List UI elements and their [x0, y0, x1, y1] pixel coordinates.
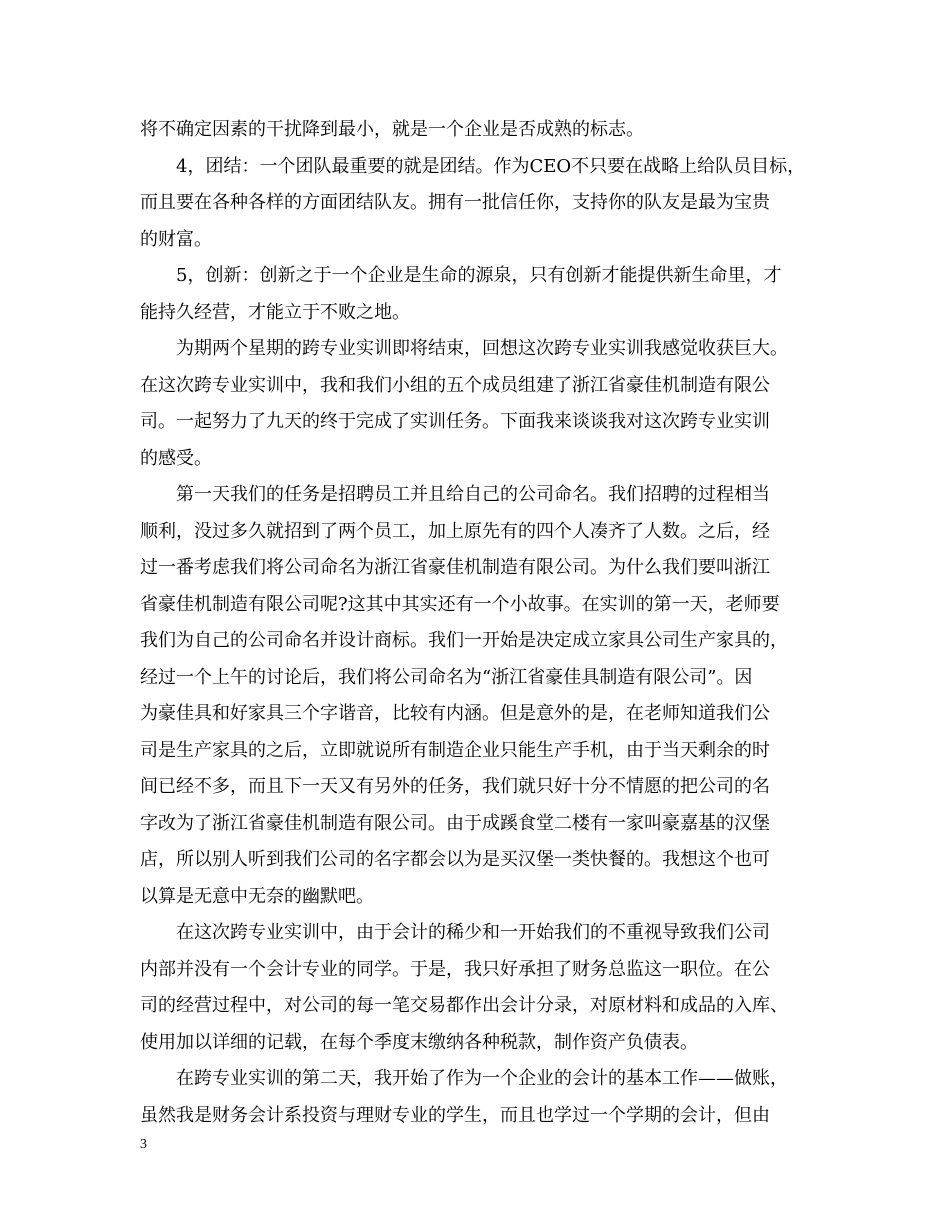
text-line: 5，创新：创新之于一个企业是生命的源泉，只有创新才能提供新生命里，才: [176, 265, 782, 286]
text-line: 能持久经营，才能立于不败之地。: [140, 301, 410, 323]
text-line: 司是生产家具的之后，立即就说所有制造企业只能生产手机，由于当天剩余的时: [140, 739, 770, 761]
text-line: 在这次跨专业实训中，我和我们小组的五个成员组建了浙江省豪佳机制造有限公: [140, 374, 770, 396]
text-line: 为期两个星期的跨专业实训即将结束，回想这次跨专业实训我感觉收获巨大。: [176, 338, 788, 359]
text-line: 店，所以别人听到我们公司的名字都会以为是买汉堡一类快餐的。我想这个也可: [140, 849, 770, 870]
text-line: 我们为自己的公司命名并设计商标。我们一开始是决定成立家具公司生产家具的，: [140, 630, 788, 651]
text-line: 的感受。: [140, 447, 212, 469]
text-line: 在跨专业实训的第二天，我开始了作为一个企业的会计的基本工作——做账，: [176, 1068, 788, 1089]
text-line: 字改为了浙江省豪佳机制造有限公司。由于成蹊食堂二楼有一家叫豪嘉基的汉堡: [140, 812, 770, 834]
text-line: 使用加以详细的记载，在每个季度末缴纳各种税款，制作资产负债表。: [140, 1031, 698, 1053]
text-line: 的财富。: [140, 228, 212, 250]
text-line: 为豪佳具和好家具三个字谐音，比较有内涵。但是意外的是，在老师知道我们公: [140, 703, 770, 724]
text-line: 而且要在各种各样的方面团结队友。拥有一批信任你，支持你的队友是最为宝贵: [140, 192, 770, 213]
document-body: [140, 112, 812, 1134]
text-line: 司。一起努力了九天的终于完成了实训任务。下面我来谈谈我对这次跨专业实训: [140, 411, 770, 432]
text-line: 司的经营过程中，对公司的每一笔交易都作出会计分录，对原材料和成品的入库、: [140, 995, 788, 1016]
text-line: 以算是无意中无奈的幽默吧。: [140, 885, 374, 907]
text-line: 内部并没有一个会计专业的同学。于是，我只好承担了财务总监这一职位。在公: [140, 958, 770, 980]
text-line: 省豪佳机制造有限公司呢?这其中其实还有一个小故事。在实训的第一天，老师要: [140, 593, 780, 615]
page-number: 3: [140, 1137, 147, 1152]
text-line: 顺利，没过多久就招到了两个员工，加上原先有的四个人凑齐了人数。之后，经: [140, 520, 770, 542]
text-line: 经过一个上午的讨论后，我们将公司命名为“浙江省豪佳具制造有限公司”。因: [140, 666, 753, 688]
text-line: 第一天我们的任务是招聘员工并且给自己的公司命名。我们招聘的过程相当: [176, 484, 770, 505]
text-line: 间已经不多，而且下一天又有另外的任务，我们就只好十分不情愿的把公司的名: [140, 776, 770, 797]
text-line: 虽然我是财务会计系投资与理财专业的学生，而且也学过一个学期的会计，但由: [140, 1104, 770, 1126]
text-line: 将不确定因素的干扰降到最小，就是一个企业是否成熟的标志。: [140, 119, 644, 140]
text-line: 4，团结：一个团队最重要的就是团结。作为CEO不只要在战略上给队员目标，: [176, 155, 806, 177]
text-line: 过一番考虑我们将公司命名为浙江省豪佳机制造有限公司。为什么我们要叫浙江: [140, 557, 770, 578]
text-line: 在这次跨专业实训中，由于会计的稀少和一开始我们的不重视导致我们公司: [176, 922, 770, 943]
